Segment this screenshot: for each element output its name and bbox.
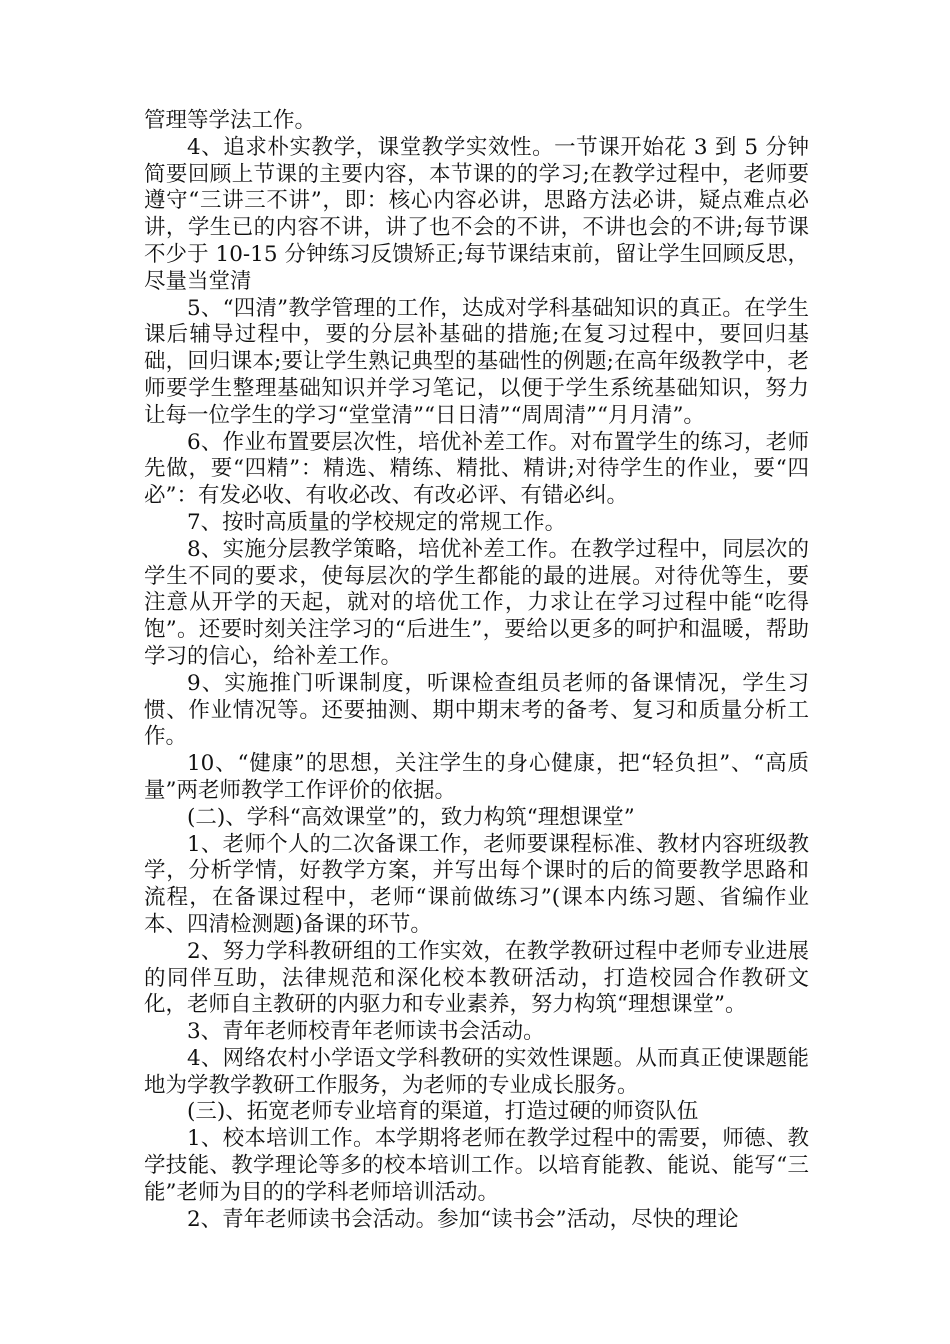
paragraph-item-7-routine-work: 7、按时高质量的学校规定的常规工作。: [187, 509, 567, 535]
paragraph-research-topic: 4、网络农村小学语文学科教研的实效性课题。从而真正使课题能地为学教学教研工作服务，为老师的专业成长服务。: [144, 1045, 809, 1098]
paragraph-continuation: 管理等学法工作。: [144, 108, 317, 133]
section-heading-2: (二)、学科“高效课堂”的，致力构筑“理想课堂”: [187, 804, 635, 830]
paragraph-school-training: 1、校本培训工作。本学期将老师在教学过程中的需要，师德、教学技能、教学理论等多的校本培训工作。以培育能教、能说、能写“三能”老师为目的的学科老师培训活动。: [144, 1126, 809, 1205]
paragraph-lesson-prep: 1、老师个人的二次备课工作，老师要课程标准、教材内容班级教学，分析学情，好教学方案，并写出每个课时的后的简要教学思路和流程，在备课过程中，老师“课前做练习”(课本内练习题、省编作业本、四清检测题)备课的环节。: [144, 831, 809, 937]
paragraph-reading-club: 3、青年老师校青年老师读书会活动。: [187, 1019, 545, 1045]
paragraph-item-8-tiered-teaching: 8、实施分层教学策略，培优补差工作。在教学过程中，同层次的学生不同的要求，使每层次的学生都能的最的进展。对待优等生，要注意从开学的天起，就对的培优工作，力求让在学习过程中能“吃得饱”。还要时刻关注学习的“后进生”，要给以更多的呵护和温暖，帮助学习的信心，给补差工作。: [144, 536, 809, 669]
paragraph-item-9-open-door-lessons: 9、实施推门听课制度，听课检查组员老师的备课情况，学生习惯、作业情况等。还要抽测、期中期末考的备考、复习和质量分析工作。: [144, 670, 809, 750]
paragraph-item-6-homework: 6、作业布置要层次性，培优补差工作。对布置学生的练习，老师先做，要“四精”：精选、精练、精批、精讲;对待学生的作业，要“四必”：有发必收、有收必改、有改必评、有错必纠。: [144, 429, 809, 509]
document-body: [144, 108, 809, 1233]
section-heading-3: (三)、拓宽老师专业培育的渠道，打造过硬的师资队伍: [187, 1099, 699, 1125]
paragraph-item-4-plain-teaching: 4、追求朴实教学，课堂教学实效性。一节课开始花 3 到 5 分钟简要回顾上节课的主要内容，本节课的的学习;在教学过程中，老师要遵守“三讲三不讲”，即：核心内容必讲，思路方法必讲，疑点难点必讲，学生已的内容不讲，讲了也不会的不讲，不讲也会的不讲;每节课不少于 10-15 分钟练习反馈矫正;每节课结束前，留让学生回顾反思，尽量当堂清: [144, 134, 809, 294]
paragraph-young-teacher-reading: 2、青年老师读书会活动。参加“读书会”活动，尽快的理论: [187, 1206, 739, 1232]
paragraph-item-5-four-clears: 5、“四清”教学管理的工作，达成对学科基础知识的真正。在学生课后辅导过程中，要的分层补基础的措施;在复习过程中，要回归基础，回归课本;要让学生熟记典型的基础性的例题;在高年级教学中，老师要学生整理基础知识并学习笔记，以便于学生系统基础知识，努力让每一位学生的学习“堂堂清”“日日清”“周周清”“月月清”。: [144, 295, 809, 428]
paragraph-item-10-health: 10、“健康”的思想，关注学生的身心健康，把“轻负担”、“高质量”两老师教学工作评价的依据。: [144, 751, 809, 803]
paragraph-teaching-research: 2、努力学科教研组的工作实效，在教学教研过程中老师专业进展的同伴互助，法律规范和深化校本教研活动，打造校园合作教研文化，老师自主教研的内驱力和专业素养，努力构筑“理想课堂”。: [144, 938, 809, 1018]
